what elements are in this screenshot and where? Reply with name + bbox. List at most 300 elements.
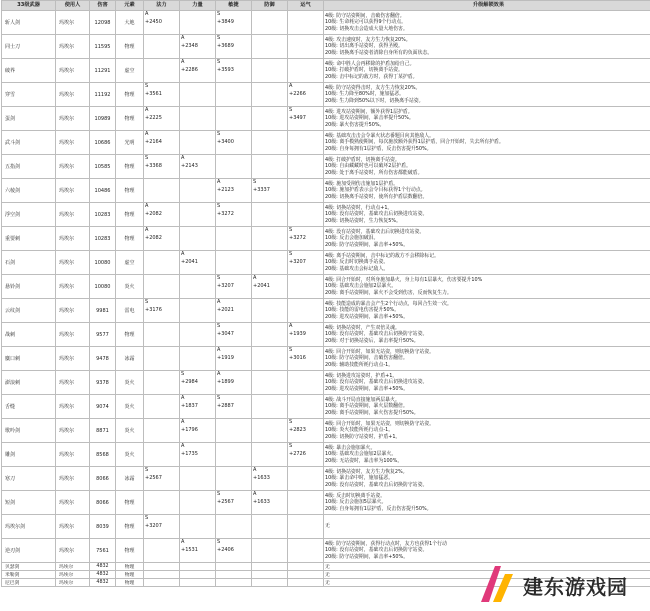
unlock-effect-line: 20级: 无站姿时，暴击率为100%。	[325, 457, 403, 464]
stat-defense	[252, 35, 288, 59]
stat-mana-value: +2450	[145, 18, 162, 25]
unlock-effects	[324, 59, 650, 83]
weapon-damage: 9074	[90, 395, 116, 419]
header-row	[2, 1, 650, 11]
stat-luck-value: +3016	[289, 354, 306, 361]
stat-empty	[216, 563, 252, 571]
stat-empty	[252, 563, 288, 571]
stat-strength	[180, 11, 216, 35]
weapon-element: 物理	[116, 323, 144, 347]
stat-strength	[180, 35, 216, 59]
stat-strength-value: +1735	[181, 450, 198, 457]
weapon-name: 六棱剑	[2, 179, 56, 203]
stat-mana	[144, 275, 180, 299]
col-header-unlock-effect: 升级解锁效果	[324, 1, 650, 11]
weapon-user: 玛埃尔	[56, 571, 90, 579]
unlock-effect-line: 4级: 回合开始时，如果无站姿，则切换防守站姿。	[325, 348, 435, 355]
stat-strength-grade: A	[181, 443, 185, 449]
unlock-effects	[324, 155, 650, 179]
stat-empty	[180, 579, 216, 587]
unlock-effects	[324, 275, 650, 299]
table-row	[2, 227, 650, 251]
table-row	[2, 299, 650, 323]
weapon-name: 玛埃尔剑	[2, 515, 56, 539]
stat-strength	[180, 59, 216, 83]
stat-mana	[144, 467, 180, 491]
stat-mana	[144, 323, 180, 347]
stat-agility	[216, 275, 252, 299]
stat-strength-grade: A	[181, 35, 185, 41]
weapon-damage: 11291	[90, 59, 116, 83]
stat-agility-grade: A	[217, 179, 221, 185]
unlock-effect-line: 10级: 施加护盾表示会令目标获得1个行动点。	[325, 187, 426, 194]
unlock-effect-line: 10级: 基础攻击会施加2层暴火。	[325, 451, 397, 458]
weapon-damage: 8066	[90, 491, 116, 515]
unlock-effect-line: 20级: 基础攻击会标记敌人。	[325, 265, 389, 272]
weapon-user: 玛埃尔	[56, 371, 90, 395]
stat-agility-value: +3047	[217, 330, 234, 337]
stat-mana	[144, 131, 180, 155]
unlock-effect-line: 20级: 进攻站姿期间，暴击率+50%。	[325, 385, 409, 392]
stat-agility	[216, 323, 252, 347]
table-row	[2, 155, 650, 179]
table-row	[2, 371, 650, 395]
stat-mana-grade: A	[145, 203, 149, 209]
weapon-name: 歌吟剑	[2, 419, 56, 443]
unlock-effects	[324, 491, 650, 515]
unlock-effect-line: 4级: 没有站姿时，基础攻击后切换进攻站姿。	[325, 228, 425, 235]
stat-agility	[216, 467, 252, 491]
stat-defense	[252, 539, 288, 563]
weapon-name: 雕剑	[2, 443, 56, 467]
unlock-effects	[324, 299, 650, 323]
table-row	[2, 59, 650, 83]
stat-luck-grade: S	[289, 443, 293, 449]
weapon-damage: 8871	[90, 419, 116, 443]
weapon-name: 寒刀	[2, 467, 56, 491]
weapon-name: 悬铃剑	[2, 275, 56, 299]
stat-strength	[180, 131, 216, 155]
stat-mana-grade: S	[145, 467, 149, 473]
unlock-effect-line: 20级: 离手站姿期间，暴火伤害提升50%。	[325, 409, 419, 416]
weapon-damage: 7561	[90, 539, 116, 563]
weapon-user: 玛埃尔	[56, 275, 90, 299]
stat-defense	[252, 227, 288, 251]
unlock-effects	[324, 539, 650, 563]
stat-luck-value: +2726	[289, 450, 306, 457]
stat-mana	[144, 419, 180, 443]
unlock-effect-line: 4级: 回合开始时，对所身施加暴火，身上每有1层暴火，伤害要提升10%	[325, 276, 483, 283]
unlock-effect-line: 20级: 辅助技能所耗行动点-1。	[325, 361, 394, 368]
stat-agility	[216, 299, 252, 323]
stat-defense-value: +3337	[253, 186, 270, 193]
weapon-element: 物理	[116, 203, 144, 227]
weapon-element: 虚空	[116, 59, 144, 83]
weapon-damage: 10283	[90, 203, 116, 227]
weapon-damage: 10283	[90, 227, 116, 251]
stat-luck	[288, 443, 324, 467]
stat-agility-value: +3593	[217, 66, 234, 73]
stat-defense	[252, 251, 288, 275]
stat-agility-grade: S	[217, 203, 221, 209]
unlock-effect-line: 10级: 自由藏藏时也可以破坏2层护盾。	[325, 163, 411, 170]
unlock-effects	[324, 251, 650, 275]
stat-mana	[144, 371, 180, 395]
unlock-effect-line: 20级: 处于离手站姿时，所有伤害都能破盾。	[325, 169, 423, 176]
stat-agility-value: +2406	[217, 546, 234, 553]
stat-agility-value: +3400	[217, 138, 234, 145]
weapon-element: 炎火	[116, 275, 144, 299]
weapon-damage: 9577	[90, 323, 116, 347]
stat-strength-value: +2041	[181, 258, 198, 265]
unlock-effects	[324, 419, 650, 443]
weapon-name: 贝瑟剑	[2, 563, 56, 571]
stat-mana-value: +3368	[145, 162, 162, 169]
unlock-effect-line: 4级: 战斗开局直接施加两层暴火。	[325, 396, 400, 403]
weapon-user: 玛埃尔	[56, 227, 90, 251]
stat-luck	[288, 179, 324, 203]
weapon-damage: 11192	[90, 83, 116, 107]
stat-agility-grade: S	[217, 491, 221, 497]
watermark	[475, 562, 645, 606]
weapon-damage: 10989	[90, 107, 116, 131]
stat-luck-value: +2266	[289, 90, 306, 97]
weapon-element: 炎火	[116, 419, 144, 443]
stat-mana	[144, 395, 180, 419]
weapon-name: 舌缝	[2, 395, 56, 419]
stat-mana	[144, 35, 180, 59]
stat-defense-value: +1633	[253, 474, 270, 481]
weapon-user: 玛埃尔	[56, 59, 90, 83]
stat-luck	[288, 395, 324, 419]
weapon-name: 穿雪	[2, 83, 56, 107]
stat-strength	[180, 251, 216, 275]
weapon-element: 冰霜	[116, 467, 144, 491]
stat-empty	[216, 571, 252, 579]
stat-agility	[216, 491, 252, 515]
stat-strength	[180, 347, 216, 371]
stat-defense	[252, 179, 288, 203]
stat-strength	[180, 275, 216, 299]
col-header-defense: 防御	[252, 1, 288, 11]
table-row	[2, 515, 650, 539]
unlock-effect-line: 10级: 没有站姿时，基础攻击后切换进攻站姿。	[325, 379, 428, 386]
weapon-name: 同士刀	[2, 35, 56, 59]
stat-agility	[216, 227, 252, 251]
stat-strength-value: +2286	[181, 66, 198, 73]
unlock-effect-line: 10级: 反击会施加破泪。	[325, 235, 379, 242]
unlock-effect-line: 4级: 离手站姿期间，击中标记的敌方不会移除标记。	[325, 252, 439, 259]
stat-mana	[144, 251, 180, 275]
unlock-effect-line: 20级: 切换站姿时，生力恢复5%。	[325, 217, 401, 224]
unlock-effects	[324, 83, 650, 107]
weapon-damage: 10686	[90, 131, 116, 155]
unlock-effect-line: 20级: 离手站姿期间，暴火不会受到伤害，反而恢复生力。	[325, 289, 452, 296]
stat-strength-value: +2143	[181, 162, 198, 169]
stat-luck-grade: S	[289, 107, 293, 113]
weapon-damage: 4832	[90, 563, 116, 571]
col-header-agility: 敏捷	[216, 1, 252, 11]
stat-strength-grade: S	[181, 371, 185, 377]
stat-defense	[252, 107, 288, 131]
weapon-user: 玛埃尔	[56, 155, 90, 179]
stat-luck	[288, 467, 324, 491]
unlock-effect-line: 10级: 基础攻击会施加2层暴火。	[325, 283, 397, 290]
stat-defense	[252, 131, 288, 155]
weapon-damage: 4832	[90, 571, 116, 579]
stat-mana-value: +2225	[145, 114, 162, 121]
table-row	[2, 275, 650, 299]
stat-defense-grade: S	[253, 179, 257, 185]
weapon-damage: 11595	[90, 35, 116, 59]
stat-luck-value: +2823	[289, 426, 306, 433]
unlock-effect-line: 4级: 防守站姿得击时，友方生力恢复20%。	[325, 84, 421, 91]
stat-agility-grade: S	[217, 275, 221, 281]
unlock-effect-line: 20级: 切换离手站姿时，使所有护盾层数翻倍。	[325, 193, 428, 200]
unlock-effect-line: 10级: 生力降至80%时，施加猛恶。	[325, 91, 404, 98]
weapon-user: 玛埃尔	[56, 11, 90, 35]
unlock-effect-line: 20级: 击中标记的敌方时，获得丁某护盾。	[325, 73, 418, 80]
stat-defense	[252, 443, 288, 467]
unlock-effect-line: 10级: 防守站姿期间，击破伤害翻倍。	[325, 355, 408, 362]
stat-strength	[180, 419, 216, 443]
weapon-damage: 4832	[90, 579, 116, 587]
stat-defense	[252, 299, 288, 323]
stat-luck-grade: A	[289, 83, 293, 89]
stat-luck	[288, 203, 324, 227]
weapon-user: 玛埃尔	[56, 491, 90, 515]
weapon-element: 物理	[116, 571, 144, 579]
unlock-effect-line: 4级: 切换站姿时，行动点+1。	[325, 204, 393, 211]
weapon-user: 玛埃尔	[56, 467, 90, 491]
stat-mana-grade: S	[145, 299, 149, 305]
stat-empty	[252, 571, 288, 579]
weapon-element: 光明	[116, 131, 144, 155]
unlock-effect-line: 20级: 没有站姿时，基础攻击后切换防守站姿。	[325, 481, 428, 488]
stat-defense	[252, 467, 288, 491]
weapon-name: 麋口刺	[2, 347, 56, 371]
unlock-effect-line: 20级: 进攻站姿期间，暴击率+50%。	[325, 313, 409, 320]
stat-mana-value: +2164	[145, 138, 162, 145]
stat-agility	[216, 443, 252, 467]
stat-defense	[252, 371, 288, 395]
unlock-effects	[324, 347, 650, 371]
stat-agility-value: +2567	[217, 498, 234, 505]
stat-mana	[144, 83, 180, 107]
stat-mana-grade: A	[145, 107, 149, 113]
weapon-user: 玛埃尔	[56, 347, 90, 371]
col-header-element: 元素	[116, 1, 144, 11]
stat-mana-grade: A	[145, 11, 149, 17]
stat-defense	[252, 83, 288, 107]
col-header-weapon: 33级武器	[2, 1, 56, 11]
unlock-effect-line: 4级: 回合开始时，如果无站姿，则切换防守站姿。	[325, 420, 435, 427]
weapon-element: 物理	[116, 35, 144, 59]
stat-agility	[216, 251, 252, 275]
unlock-effects	[324, 203, 650, 227]
unlock-effects: 无	[324, 579, 650, 587]
stat-strength	[180, 467, 216, 491]
weapon-name: 尼巴剑	[2, 579, 56, 587]
unlock-effect-line: 10级: 暴击命中时，施加猛恶。	[325, 475, 394, 482]
unlock-effect-line: 20级: 切换离手站姿者清除自身所有的负面状态。	[325, 49, 433, 56]
stat-luck	[288, 419, 324, 443]
stat-strength	[180, 323, 216, 347]
stat-agility-grade: A	[217, 299, 221, 305]
weapon-element: 物理	[116, 491, 144, 515]
stat-strength-value: +1796	[181, 426, 198, 433]
weapon-element: 炎火	[116, 443, 144, 467]
unlock-effect-line: 10级: 离手站姿期间，暴火层数翻倍。	[325, 403, 408, 410]
unlock-effects: 无	[324, 563, 650, 571]
unlock-effect-line: 4级: 技能造成的暴击会产生2个行动点，每回合生效一次。	[325, 300, 452, 307]
stat-strength	[180, 203, 216, 227]
stat-mana	[144, 107, 180, 131]
stat-empty	[180, 571, 216, 579]
stat-strength-grade: A	[181, 539, 185, 545]
stat-agility	[216, 203, 252, 227]
stat-mana-grade: S	[145, 83, 149, 89]
col-header-user: 使用人	[56, 1, 90, 11]
unlock-effect-line: 20级: 防守站姿期间，暴击率+50%。	[325, 241, 409, 248]
unlock-effect-line: 4级: 命中胜人会再移除的护盾加给自己。	[325, 60, 415, 67]
weapon-element: 物理	[116, 515, 144, 539]
stat-mana-grade: S	[145, 515, 149, 521]
stat-mana	[144, 347, 180, 371]
unlock-effects	[324, 11, 650, 35]
weapon-damage: 10080	[90, 275, 116, 299]
stat-agility	[216, 419, 252, 443]
stat-agility	[216, 179, 252, 203]
unlock-effect-line: 10级: 反击时切换离手站姿。	[325, 259, 389, 266]
stat-mana-grade: A	[145, 227, 149, 233]
stat-defense	[252, 395, 288, 419]
table-row	[2, 131, 650, 155]
stat-defense	[252, 203, 288, 227]
weapon-name: 短剑	[2, 491, 56, 515]
stat-agility-grade: S	[217, 131, 221, 137]
stat-agility-grade: S	[217, 323, 221, 329]
unlock-effect-line: 4级: 切换站姿时，产生双倍灵魂。	[325, 324, 400, 331]
unlock-effect-line: 20级: 防守站姿期间，暴击率+50%。	[325, 553, 409, 560]
stat-strength-value: +1531	[181, 546, 198, 553]
stat-luck	[288, 35, 324, 59]
unlock-effect-line: 20级: 切换攻击会造成大量大地伤害。	[325, 25, 408, 32]
weapon-user: 玛埃尔	[56, 251, 90, 275]
stat-empty	[288, 579, 324, 587]
weapon-element: 大地	[116, 11, 144, 35]
unlock-effect-line: 4级: 切换进攻站姿时，护盾+1。	[325, 372, 398, 379]
stat-luck	[288, 323, 324, 347]
unlock-effects	[324, 35, 650, 59]
col-header-strength: 力量	[180, 1, 216, 11]
stat-mana	[144, 59, 180, 83]
stat-empty	[288, 563, 324, 571]
stat-strength	[180, 299, 216, 323]
weapon-user: 玛埃尔	[56, 579, 90, 587]
unlock-effect-line: 20级: 自身每拥有1层护盾，反击伤害提升50%。	[325, 145, 432, 152]
weapon-user: 玛埃尔	[56, 323, 90, 347]
stat-agility-value: +1919	[217, 354, 234, 361]
stat-strength	[180, 179, 216, 203]
stat-strength	[180, 515, 216, 539]
stat-agility-value: +2021	[217, 306, 234, 313]
unlock-effects	[324, 443, 650, 467]
stat-luck	[288, 59, 324, 83]
stat-mana	[144, 11, 180, 35]
weapon-element: 雷电	[116, 299, 144, 323]
stat-luck	[288, 515, 324, 539]
table-row	[2, 179, 650, 203]
unlock-effect-line: 10级: 反击会施加5层暴火。	[325, 499, 387, 506]
stat-agility	[216, 395, 252, 419]
stat-agility	[216, 515, 252, 539]
stat-defense	[252, 491, 288, 515]
stat-strength-grade: A	[181, 419, 185, 425]
unlock-effect-line: 4级: 反击时切换离手站姿。	[325, 492, 386, 499]
stat-mana-value: +3176	[145, 306, 162, 313]
unlock-effect-line: 4级: 暴击会施加暴火。	[325, 444, 376, 451]
stat-luck-value: +1939	[289, 330, 306, 337]
weapon-user: 玛埃尔	[56, 395, 90, 419]
stat-luck	[288, 491, 324, 515]
unlock-effect-line: 10级: 离手模熟使期间，每次施放额外获得1层护盾，回合开始时，失去所有护盾。	[325, 139, 504, 146]
weapon-element: 物理	[116, 155, 144, 179]
weapon-damage: 8568	[90, 443, 116, 467]
stat-luck-grade: S	[289, 347, 293, 353]
stat-mana	[144, 515, 180, 539]
weapon-damage: 9478	[90, 347, 116, 371]
weapon-damage: 12098	[90, 11, 116, 35]
stat-mana	[144, 491, 180, 515]
unlock-effect-line: 10级: 炎火技能所耗行动点-1。	[325, 427, 394, 434]
stat-agility-value: +2887	[217, 402, 234, 409]
weapon-user: 玛埃尔	[56, 203, 90, 227]
table-row	[2, 323, 650, 347]
unlock-effects	[324, 395, 650, 419]
stat-agility-value: +3207	[217, 282, 234, 289]
stat-strength-grade: A	[181, 251, 185, 257]
weapon-element: 物理	[116, 579, 144, 587]
stat-strength	[180, 227, 216, 251]
weapon-name: 五指剑	[2, 155, 56, 179]
stat-strength-grade: A	[181, 59, 185, 65]
weapon-name: 蛋剑	[2, 107, 56, 131]
unlock-effects	[324, 131, 650, 155]
stat-agility	[216, 347, 252, 371]
stat-strength-value: +1837	[181, 402, 198, 409]
stat-defense-grade: A	[253, 491, 257, 497]
stat-mana	[144, 443, 180, 467]
weapon-name: 重要刺	[2, 227, 56, 251]
weapon-name: 破界	[2, 59, 56, 83]
unlock-effects	[324, 323, 650, 347]
weapon-user: 玛埃尔	[56, 443, 90, 467]
weapon-element: 炎火	[116, 371, 144, 395]
stat-defense-value: +1633	[253, 498, 270, 505]
weapon-element: 冰霜	[116, 347, 144, 371]
unlock-effect-line: 4级: 防守站姿期间，获得行动点时，友方也获得1个行动	[325, 540, 447, 547]
stat-strength	[180, 371, 216, 395]
weapon-user: 玛埃尔	[56, 563, 90, 571]
unlock-effect-line: 4级: 切换站姿时，友方生力恢复2%。	[325, 468, 408, 475]
stat-agility	[216, 131, 252, 155]
stat-empty	[180, 563, 216, 571]
stat-mana	[144, 203, 180, 227]
stat-agility	[216, 539, 252, 563]
stat-luck	[288, 347, 324, 371]
weapon-element: 物理	[116, 83, 144, 107]
